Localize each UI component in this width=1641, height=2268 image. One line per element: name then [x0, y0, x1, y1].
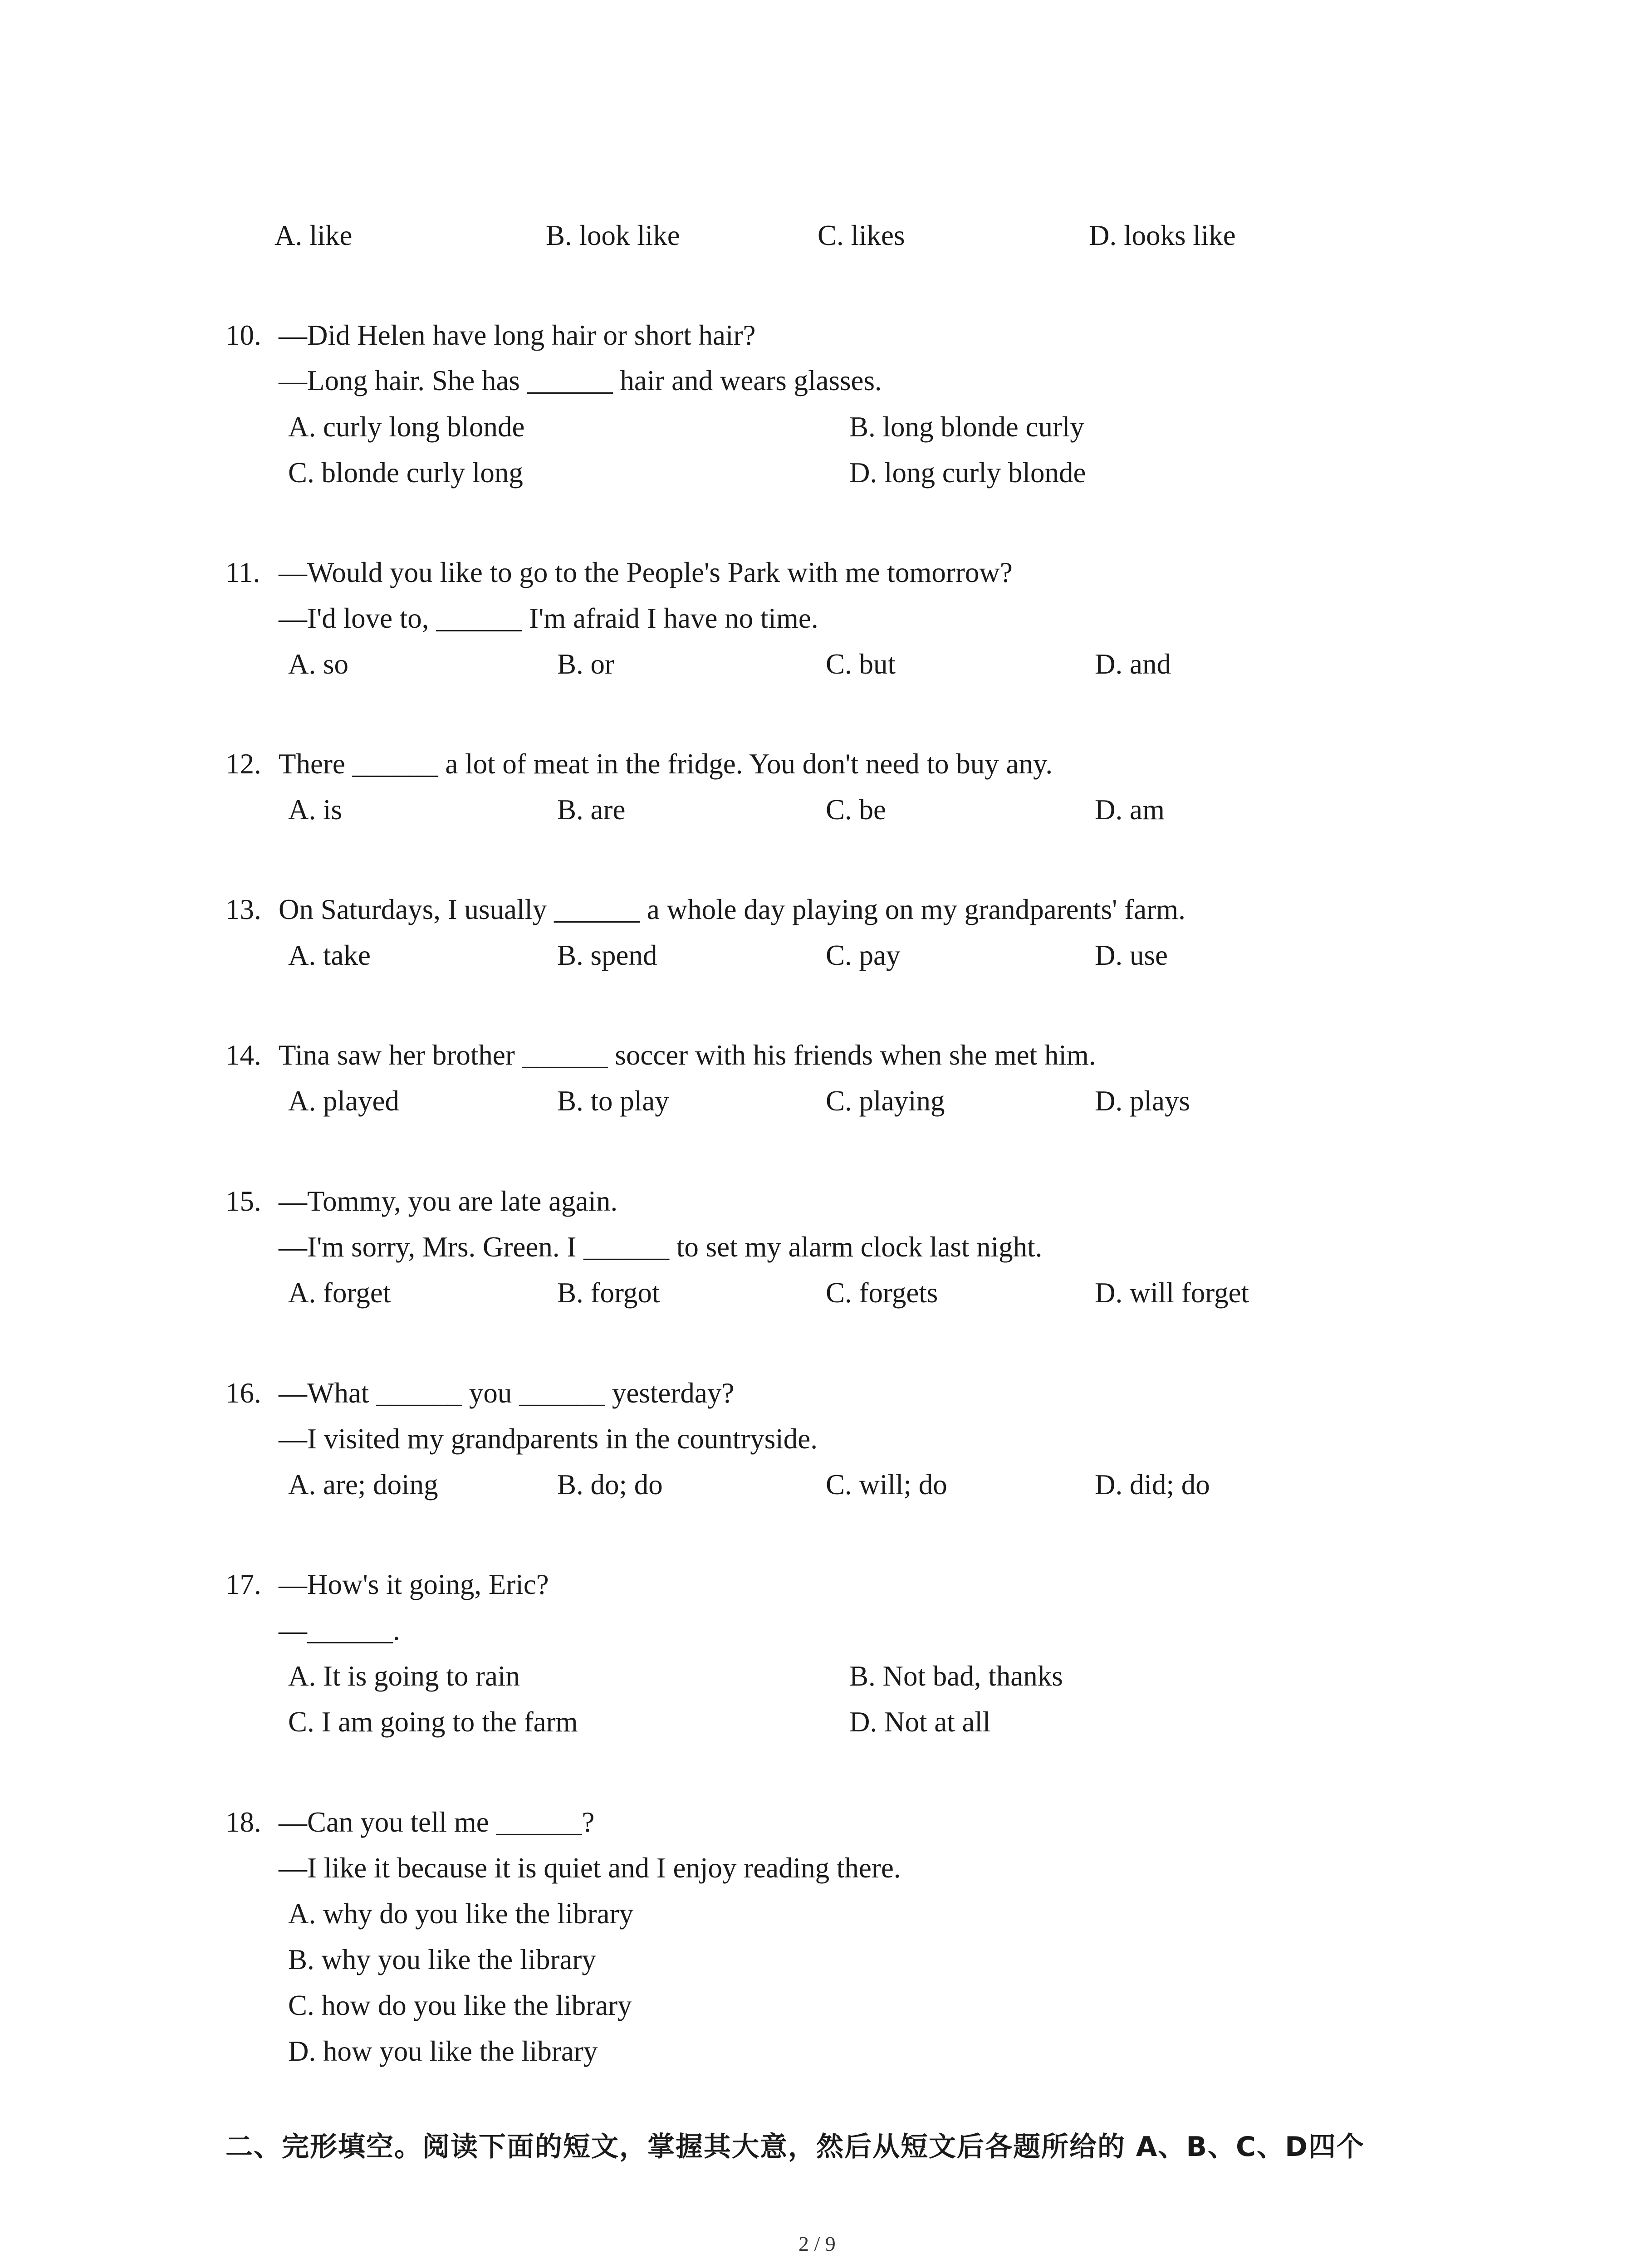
question-answer-line: —______. [279, 1614, 400, 1646]
option-d: D. how you like the library [288, 2035, 598, 2067]
question-stem: There ______ a lot of meat in the fridge. You don't need to buy any. [279, 748, 1053, 780]
option-c: C. will; do [826, 1469, 947, 1501]
option-c: C. but [826, 648, 896, 680]
question-number: 10. [225, 319, 261, 351]
option-c: C. I am going to the farm [288, 1706, 578, 1738]
page-number: 2 / 9 [798, 2232, 836, 2255]
option-d: D. long curly blonde [849, 457, 1086, 489]
option-b: B. to play [557, 1085, 669, 1117]
question-number: 18. [225, 1806, 261, 1838]
question-stem: —How's it going, Eric? [279, 1569, 549, 1600]
option-a: A. It is going to rain [288, 1660, 520, 1692]
option-a: A. played [288, 1085, 399, 1117]
question-stem: On Saturdays, I usually ______ a whole day playing on my grandparents' farm. [279, 894, 1185, 925]
option-b: B. long blonde curly [849, 411, 1084, 443]
option-c: C. be [826, 794, 886, 826]
question-answer-line: —I'd love to, ______ I'm afraid I have no time. [279, 602, 818, 634]
question-stem: —Tommy, you are late again. [279, 1185, 618, 1217]
question-number: 13. [225, 894, 261, 925]
option-d: D. am [1095, 794, 1165, 826]
option-a: A. forget [288, 1277, 391, 1309]
question-stem: —Did Helen have long hair or short hair? [279, 319, 756, 351]
option-b: B. Not bad, thanks [849, 1660, 1063, 1692]
option-a: A. so [288, 648, 349, 680]
section-heading: 二、完形填空。阅读下面的短文，掌握其大意，然后从短文后各题所给的 A、B、C、D四个 [225, 2131, 1365, 2163]
option-d: D. Not at all [849, 1706, 991, 1738]
question-stem: —Can you tell me ______? [279, 1806, 595, 1838]
option-b: B. why you like the library [288, 1944, 596, 1975]
question-answer-line: —I visited my grandparents in the countryside. [279, 1423, 818, 1455]
question-stem: —What ______ you ______ yesterday? [279, 1377, 735, 1409]
option-d: D. plays [1095, 1085, 1190, 1117]
question-stem: Tina saw her brother ______ soccer with his friends when she met him. [279, 1039, 1096, 1071]
question-answer-line: —I'm sorry, Mrs. Green. I ______ to set my alarm clock last night. [279, 1231, 1043, 1263]
option-d: D. use [1095, 939, 1168, 971]
option-d: D. will forget [1095, 1277, 1249, 1309]
question-answer-line: —Long hair. She has ______ hair and wears glasses. [279, 365, 882, 396]
option-d: D. did; do [1095, 1469, 1210, 1501]
question-stem: —Would you like to go to the People's Park with me tomorrow? [279, 557, 1013, 588]
option-c: C. blonde curly long [288, 457, 523, 489]
option-b: B. forgot [557, 1277, 660, 1309]
option-c: C. playing [826, 1085, 945, 1117]
option-a: A. take [288, 939, 371, 971]
option-a: A. like [274, 220, 353, 251]
question-number: 11. [225, 557, 260, 588]
option-d: D. and [1095, 648, 1171, 680]
question-number: 16. [225, 1377, 261, 1409]
option-c: C. pay [826, 939, 901, 971]
question-number: 15. [225, 1185, 261, 1217]
option-c: C. how do you like the library [288, 1989, 632, 2021]
option-a: A. why do you like the library [288, 1898, 634, 1930]
question-answer-line: —I like it because it is quiet and I enjoy reading there. [279, 1852, 901, 1884]
option-b: B. do; do [557, 1469, 663, 1501]
option-b: B. look like [546, 220, 680, 251]
option-b: B. spend [557, 939, 657, 971]
question-number: 17. [225, 1569, 261, 1600]
option-d: D. looks like [1089, 220, 1236, 251]
option-b: B. or [557, 648, 614, 680]
question-number: 12. [225, 748, 261, 780]
question-number: 14. [225, 1039, 261, 1071]
option-a: A. curly long blonde [288, 411, 525, 443]
option-a: A. are; doing [288, 1469, 438, 1501]
option-b: B. are [557, 794, 626, 826]
option-c: C. likes [818, 220, 905, 251]
option-c: C. forgets [826, 1277, 938, 1309]
option-a: A. is [288, 794, 343, 826]
